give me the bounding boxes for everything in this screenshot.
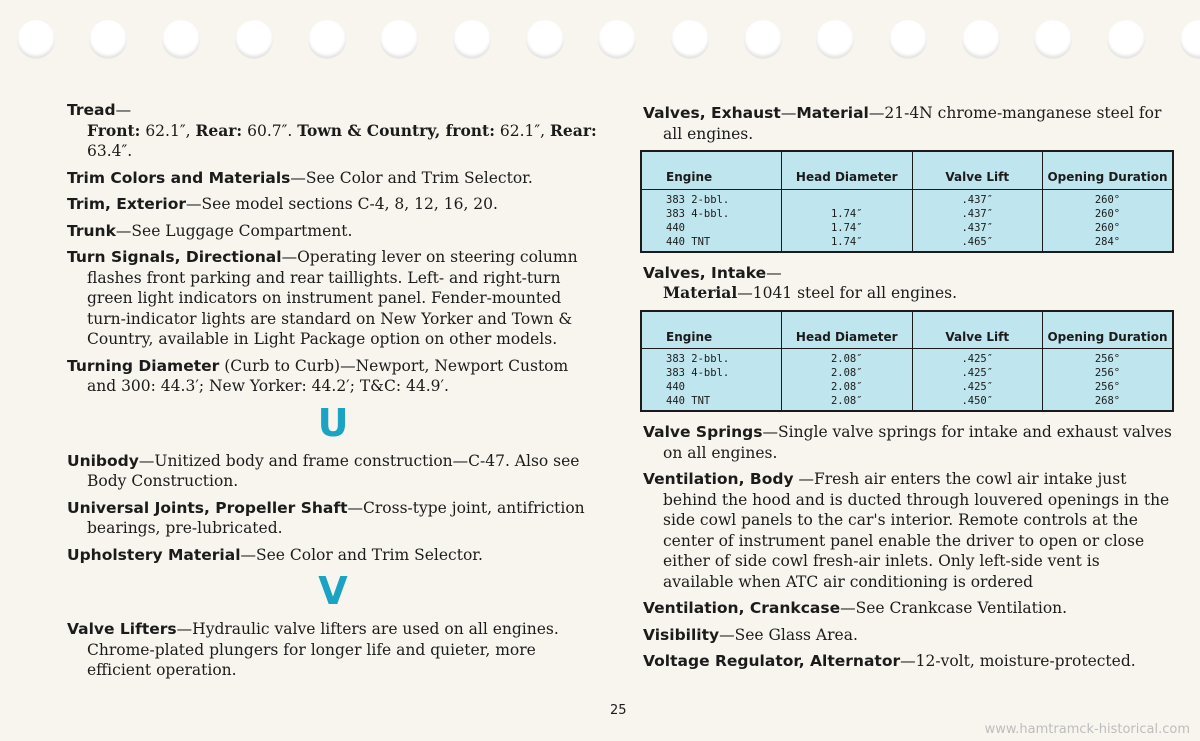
entry-valves-exhaust: Valves, Exhaust—Material—21-4N chrome-manganese steel for all engines. xyxy=(643,104,1162,143)
binder-hole xyxy=(671,20,709,58)
entry-voltage-regulator: Voltage Regulator, Alternator—12-volt, moisture-protected. xyxy=(643,652,1136,670)
binder-hole xyxy=(235,20,273,58)
table-header: Valve Lift xyxy=(912,151,1042,189)
engine-cell: 383 2-bbl. 383 4-bbl. 440 440 TNT xyxy=(666,353,730,407)
binder-hole xyxy=(744,20,782,58)
entry-heading: Tread xyxy=(67,101,116,119)
entry-turn-signals: Turn Signals, Directional—Operating lever on steering column flashes front parking and rear taillights. Left- and right-turn green light indicators on instrument panel. Fender-mounted turn-indicator lights are standard on New Yorker and Town & Country, available in Light Package option on other models. xyxy=(67,248,578,348)
table-row xyxy=(641,349,1173,412)
binder-hole xyxy=(962,20,1000,58)
binder-hole xyxy=(816,20,854,58)
entry-ventilation-body: Ventilation, Body —Fresh air enters the cowl air intake just behind the hood and is ducted through louvered openings in the side cowl panels to the car's interior. Remote controls at the center of instrument panel enable the driver to open or close either of side cowl fresh-air inlets. Only left-side vent is available when ATC air conditioning is ordered xyxy=(643,470,1170,591)
intake-valve-table xyxy=(640,310,1174,413)
entry-valves-intake: Valves, Intake— Material—1041 steel for all engines. xyxy=(643,263,958,302)
lift-cell: .437″ .437″ .437″ .465″ xyxy=(912,189,1042,252)
table-row xyxy=(641,189,1173,252)
table-header: Head Diameter xyxy=(782,311,912,349)
binder-hole xyxy=(526,20,564,58)
entry-upholstery: Upholstery Material—See Color and Trim Selector. xyxy=(67,545,483,564)
table-header: Opening Duration xyxy=(1042,151,1173,189)
engine-cell: 383 2-bbl. 383 4-bbl. 440 440 TNT xyxy=(666,193,730,248)
binder-hole xyxy=(380,20,418,58)
binder-hole xyxy=(308,20,346,58)
binder-hole xyxy=(598,20,636,58)
binder-hole xyxy=(17,20,55,58)
binder-hole xyxy=(1180,20,1200,58)
binder-hole xyxy=(453,20,491,58)
table-header: Engine xyxy=(641,151,782,189)
binder-hole xyxy=(162,20,200,58)
page-number: 25 xyxy=(610,703,627,718)
table-header: Engine xyxy=(641,311,782,349)
entry-trim-colors: Trim Colors and Materials—See Color and Trim Selector. xyxy=(67,168,533,187)
binder-hole xyxy=(889,20,927,58)
entry-visibility: Visibility—See Glass Area. xyxy=(643,625,858,644)
table-header: Opening Duration xyxy=(1042,311,1173,349)
left-column xyxy=(67,100,599,687)
binder-hole xyxy=(1034,20,1072,58)
entry-trunk: Trunk—See Luggage Compartment. xyxy=(67,221,353,240)
diameter-cell: 2.08″ 2.08″ 2.08″ 2.08″ xyxy=(782,349,912,412)
binder-hole xyxy=(1107,20,1145,58)
binder-hole xyxy=(89,20,127,58)
section-letter-v: V xyxy=(318,569,348,613)
table-header: Valve Lift xyxy=(912,311,1042,349)
section-letter-u: U xyxy=(317,400,349,445)
duration-cell: 260° 260° 260° 284° xyxy=(1042,189,1173,252)
binder-holes xyxy=(0,0,1200,70)
entry-unibody: Unibody—Unitized body and frame construction—C-47. Also see Body Construction. xyxy=(67,451,580,490)
entry-ventilation-crankcase: Ventilation, Crankcase—See Crankcase Ventilation. xyxy=(643,599,1068,617)
exhaust-valve-table xyxy=(640,150,1174,253)
entry-tread: Tread— Front: 62.1″, Rear: 60.7″. Town & Country, front: 62.1″, Rear: 63.4″. xyxy=(67,100,599,162)
duration-cell: 256° 256° 256° 268° xyxy=(1042,349,1173,412)
entry-universal-joints: Universal Joints, Propeller Shaft—Cross-type joint, antifriction bearings, pre-lubricated. xyxy=(67,498,585,537)
entry-turning-diameter: Turning Diameter (Curb to Curb)—Newport, Newport Custom and 300: 44.3′; New Yorker: 44.2′; T&C: 44.9′. xyxy=(67,356,569,395)
watermark: www.hamtramck-historical.com xyxy=(984,722,1190,737)
entry-valve-lifters: Valve Lifters—Hydraulic valve lifters are used on all engines. Chrome-plated plungers for longer life and quieter, more efficient operation. xyxy=(67,620,559,679)
entry-valve-springs: Valve Springs—Single valve springs for intake and exhaust valves on all engines. xyxy=(643,423,1172,462)
tread-values: Front: 62.1″, Rear: 60.7″. Town & Country, front: 62.1″, Rear: 63.4″. xyxy=(87,120,597,160)
entry-trim-exterior: Trim, Exterior—See model sections C-4, 8, 12, 16, 20. xyxy=(67,195,498,213)
right-column xyxy=(643,103,1174,678)
lift-cell: .425″ .425″ .425″ .450″ xyxy=(912,349,1042,412)
table-header: Head Diameter xyxy=(782,151,912,189)
diameter-cell: 1.74″ 1.74″ 1.74″ xyxy=(782,189,912,252)
